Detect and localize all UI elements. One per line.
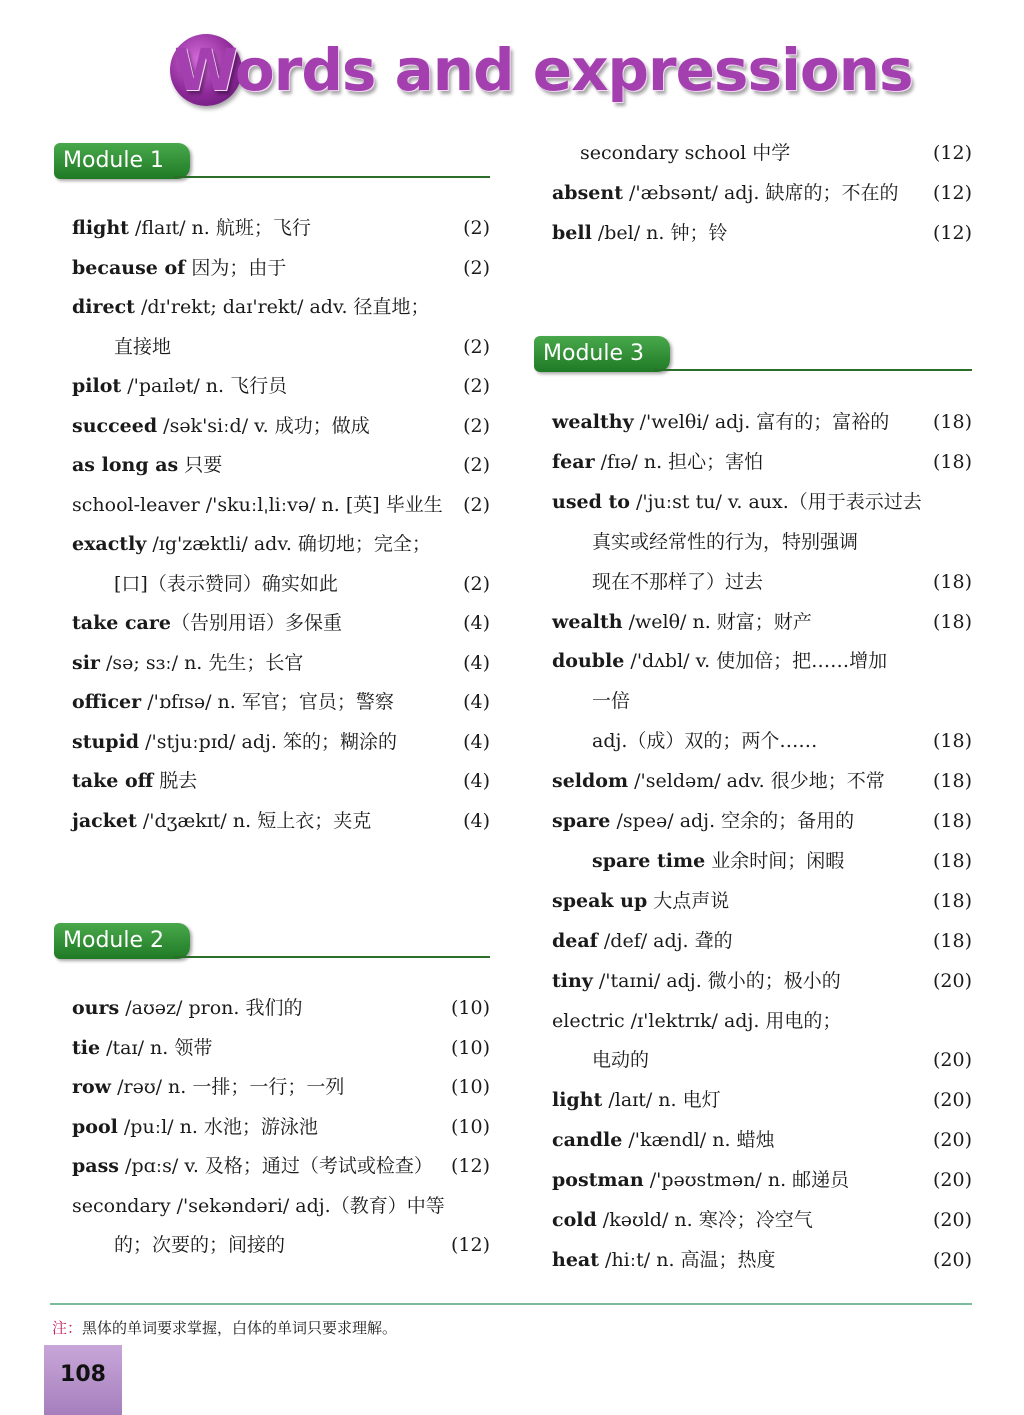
vocab-word: wealth: [552, 610, 623, 633]
vocab-definition: /sək'siːd/ v. 成功；做成: [157, 414, 370, 437]
vocab-entry: [552, 610, 812, 634]
vocab-page-ref: (18): [932, 849, 972, 872]
vocab-definition: /pɑːs/ v. 及格；通过（考试或检查）: [119, 1155, 433, 1177]
module-tab: Module 1: [54, 143, 190, 179]
vocab-entry: [72, 1154, 433, 1178]
vocab-entry: [72, 374, 287, 398]
vocab-entry: [552, 410, 889, 434]
vocab-definition: /'ɒfɪsə/ n. 军官；官员；警察: [141, 691, 394, 713]
page-number: 108: [44, 1345, 122, 1415]
vocab-word: tiny: [552, 969, 593, 992]
vocab-entry: [592, 570, 763, 594]
vocab-definition: /taɪ/ n. 领带: [100, 1036, 213, 1059]
vocab-entry: [72, 1115, 318, 1139]
vocab-definition: /sə; sɜː/ n. 先生；长官: [99, 651, 304, 674]
vocab-page-ref: (18): [932, 411, 972, 433]
vocab-definition: /'seldəm/ adv. 很少地；不常: [628, 770, 885, 793]
vocab-page-ref: (18): [932, 730, 972, 753]
vocab-definition: secondary /'sekəndəri/ adj.（教育）中等: [72, 1194, 445, 1217]
vocab-page-ref: (20): [932, 1248, 972, 1271]
vocab-page-ref: (18): [932, 450, 972, 473]
vocab-entry: [72, 532, 431, 556]
vocab-definition: /kəʊld/ n. 寒冷；冷空气: [596, 1209, 813, 1231]
module-tab: Module 3: [534, 336, 670, 372]
vocab-entry: [592, 849, 844, 873]
vocab-page-ref: (12): [932, 142, 972, 164]
vocab-word: because of: [72, 256, 186, 279]
vocab-entry: [552, 769, 885, 793]
vocab-entry: [72, 690, 394, 714]
vocab-page-ref: (2): [463, 335, 490, 358]
vocab-definition: /'dʌbl/ v. 使加倍；把……增加: [624, 650, 888, 673]
vocab-word: officer: [72, 691, 142, 713]
vocab-entry: [72, 769, 197, 793]
vocab-word: row: [72, 1076, 112, 1098]
module-2-header: [54, 923, 490, 963]
vocab-word: light: [552, 1089, 603, 1112]
vocab-word: heat: [552, 1248, 599, 1271]
divider: [654, 369, 972, 371]
vocab-entry: [72, 996, 302, 1020]
vocab-word: speak up: [552, 889, 648, 912]
vocab-entry: [580, 141, 790, 165]
vocab-entry: [552, 1009, 841, 1033]
vocab-entry: [552, 809, 854, 833]
vocab-word: double: [552, 650, 625, 673]
vocab-word: spare time: [592, 849, 706, 872]
vocab-page-ref: (4): [463, 691, 490, 713]
vocab-definition: /hiːt/ n. 高温；热度: [599, 1248, 776, 1271]
vocab-entry: [552, 1248, 776, 1272]
vocab-page-ref: (18): [932, 810, 972, 832]
vocab-page-ref: (20): [932, 1209, 972, 1231]
vocab-entry: [72, 651, 303, 675]
vocab-entry: [72, 256, 286, 280]
vocab-entry: [72, 1036, 212, 1060]
vocab-word: spare: [552, 810, 611, 832]
vocab-definition: /aʊəz/ pron. 我们的: [119, 997, 303, 1019]
vocab-word: succeed: [72, 414, 158, 437]
vocab-definition: /rəʊ/ n. 一排；一行；一列: [111, 1076, 345, 1098]
vocab-entry: [552, 181, 898, 205]
vocab-definition: 大点声说: [647, 889, 730, 912]
vocab-word: pool: [72, 1115, 118, 1138]
vocab-entry: [552, 1088, 721, 1112]
vocab-word: absent: [552, 182, 623, 204]
vocab-definition: 现在不那样了）过去: [592, 570, 764, 593]
footnote: [52, 1317, 397, 1338]
vocab-entry: [72, 611, 342, 635]
vocab-definition: 脱去: [153, 770, 198, 792]
footnote-text: 黑体的单词要求掌握，白体的单词只要求理解。: [82, 1319, 398, 1337]
vocab-word: bell: [552, 222, 592, 244]
vocab-definition: /'paɪlət/ n. 飞行员: [121, 375, 288, 397]
vocab-definition: /'pəʊstmən/ n. 邮递员: [643, 1169, 850, 1192]
vocab-definition: /fɪə/ n. 担心；害怕: [594, 450, 764, 473]
vocab-entry: [552, 969, 841, 993]
vocab-entry: [552, 221, 728, 245]
vocab-word: seldom: [552, 770, 629, 793]
vocab-page-ref: (2): [463, 493, 490, 516]
vocab-definition: adj.（成）双的；两个……: [592, 730, 818, 753]
vocab-definition: 因为；由于: [185, 256, 287, 279]
vocab-page-ref: (18): [932, 889, 972, 912]
vocab-definition: 电动的: [592, 1049, 650, 1072]
vocab-page-ref: (4): [463, 770, 490, 792]
vocab-page-ref: (10): [450, 1115, 490, 1138]
vocab-entry: [592, 1048, 649, 1072]
vocab-definition: /flaɪt/ n. 航班；飞行: [128, 217, 311, 239]
vocab-word: pass: [72, 1155, 119, 1177]
vocab-page-ref: (20): [932, 969, 972, 992]
vocab-definition: /welθ/ n. 财富；财产: [622, 610, 812, 633]
vocab-page-ref: (4): [463, 612, 490, 634]
vocab-page-ref: (4): [463, 809, 490, 832]
vocab-word: stupid: [72, 730, 140, 753]
vocab-word: tie: [72, 1036, 101, 1059]
vocab-page-ref: (18): [932, 610, 972, 633]
vocab-entry: [552, 490, 922, 514]
vocab-entry: [592, 689, 630, 713]
vocab-definition: 的；次要的；间接的: [114, 1234, 286, 1256]
vocab-entry: [72, 1075, 344, 1099]
vocab-word: direct: [72, 296, 135, 318]
vocab-entry: [72, 809, 371, 833]
vocab-definition: /'welθi/ adj. 富有的；富裕的: [633, 411, 890, 433]
vocab-entry: [552, 649, 887, 673]
vocab-word: pilot: [72, 375, 122, 397]
vocab-entry: [114, 572, 338, 596]
vocab-entry: [552, 450, 763, 474]
vocab-word: fear: [552, 450, 595, 473]
vocab-entry: [552, 1128, 775, 1152]
vocab-page-ref: (2): [463, 256, 490, 279]
vocab-entry: [592, 729, 817, 753]
vocab-page-ref: (12): [450, 1155, 490, 1177]
vocab-entry: [72, 216, 311, 240]
vocab-definition: /'taɪni/ adj. 微小的；极小的: [592, 969, 841, 992]
vocab-word: exactly: [72, 533, 147, 555]
vocab-entry: [72, 295, 430, 319]
vocab-word: sir: [72, 651, 100, 674]
vocab-entry: [552, 1208, 813, 1232]
page-title-text: Words and expressions: [174, 36, 913, 104]
vocab-definition: /puːl/ n. 水池；游泳池: [117, 1115, 318, 1138]
vocab-page-ref: (18): [932, 570, 972, 593]
vocab-word: ours: [72, 997, 120, 1019]
vocab-word: deaf: [552, 929, 598, 952]
vocab-page-ref: (2): [463, 217, 490, 239]
vocab-page-ref: (4): [463, 730, 490, 753]
module-3-header: [534, 336, 972, 376]
vocab-entry: [552, 889, 729, 913]
vocab-definition: electric /ɪ'lektrɪk/ adj. 用电的；: [552, 1009, 842, 1032]
vocab-entry: [72, 414, 370, 438]
vocab-entry: [114, 1233, 285, 1257]
vocab-word: candle: [552, 1129, 623, 1152]
vocab-entry: [72, 730, 397, 754]
vocab-page-ref: (20): [932, 1089, 972, 1112]
vocab-definition: /'æbsənt/ adj. 缺席的；不在的: [622, 182, 899, 204]
vocab-definition: /'juːst tu/ v. aux.（用于表示过去: [629, 490, 922, 513]
vocab-word: as long as: [72, 454, 179, 476]
vocab-word: flight: [72, 217, 129, 239]
vocab-page-ref: (10): [450, 1036, 490, 1059]
vocab-entry: [592, 530, 858, 554]
vocab-definition: 真实或经常性的行为，特别强调: [592, 530, 859, 553]
vocab-page-ref: (20): [932, 1129, 972, 1152]
vocab-entry: [72, 493, 443, 517]
module-tab: Module 2: [54, 923, 190, 959]
divider: [174, 956, 490, 958]
module-1-header: [54, 143, 490, 183]
vocab-definition: /laɪt/ n. 电灯: [602, 1089, 721, 1112]
vocab-definition: （告别用语）多保重: [170, 612, 342, 634]
vocab-definition: /ɪg'zæktli/ adv. 确切地；完全；: [146, 533, 431, 555]
vocab-word: jacket: [72, 809, 137, 832]
vocab-definition: 直接地: [114, 335, 172, 358]
vocab-definition: /'dʒækɪt/ n. 短上衣；夹克: [136, 809, 372, 832]
vocab-page-ref: (2): [463, 375, 490, 397]
vocab-word: used to: [552, 490, 630, 513]
vocab-page-ref: (4): [463, 651, 490, 674]
divider: [174, 176, 490, 178]
vocab-page-ref: (20): [932, 1049, 972, 1072]
vocab-page-ref: (12): [932, 222, 972, 244]
vocab-page-ref: (2): [463, 414, 490, 437]
vocab-definition: secondary school 中学: [580, 142, 791, 164]
vocab-entry: [72, 1194, 445, 1218]
vocab-definition: 业余时间；闲暇: [705, 849, 845, 872]
vocab-definition: /dɪ'rekt; daɪ'rekt/ adv. 径直地；: [134, 296, 430, 318]
vocab-entry: [72, 453, 222, 477]
vocab-page-ref: (2): [463, 572, 490, 595]
vocab-entry: [552, 1168, 849, 1192]
vocab-page-ref: (10): [450, 1076, 490, 1098]
footnote-prefix: 注：: [52, 1319, 83, 1337]
vocab-entry: [114, 335, 171, 359]
vocab-word: postman: [552, 1169, 644, 1192]
vocab-definition: [口]（表示赞同）确实如此: [114, 572, 338, 595]
vocab-definition: 一倍: [592, 690, 631, 713]
vocab-definition: /speə/ adj. 空余的；备用的: [610, 810, 855, 832]
vocab-page-ref: (20): [932, 1169, 972, 1192]
page-title: [170, 30, 913, 110]
vocab-word: cold: [552, 1209, 597, 1231]
vocab-page-ref: (18): [932, 929, 972, 952]
vocab-word: take off: [72, 770, 154, 792]
vocab-entry: [552, 929, 733, 953]
vocab-definition: /bel/ n. 钟；铃: [591, 222, 728, 244]
vocab-definition: /'stjuːpɪd/ adj. 笨的；糊涂的: [139, 730, 397, 753]
vocab-word: take care: [72, 612, 171, 634]
vocab-page-ref: (10): [450, 997, 490, 1019]
vocab-page-ref: (2): [463, 454, 490, 476]
footer-divider: [50, 1303, 972, 1305]
vocab-page-ref: (12): [932, 182, 972, 204]
vocab-page-ref: (12): [450, 1234, 490, 1256]
vocab-definition: 只要: [178, 454, 223, 476]
vocab-page-ref: (18): [932, 770, 972, 793]
vocab-definition: /'kændl/ n. 蜡烛: [622, 1129, 775, 1152]
vocab-definition: school-leaver /'skuːlˌliːvə/ n. [英] 毕业生: [72, 493, 443, 516]
vocab-definition: /def/ adj. 聋的: [597, 929, 733, 952]
vocab-word: wealthy: [552, 411, 634, 433]
